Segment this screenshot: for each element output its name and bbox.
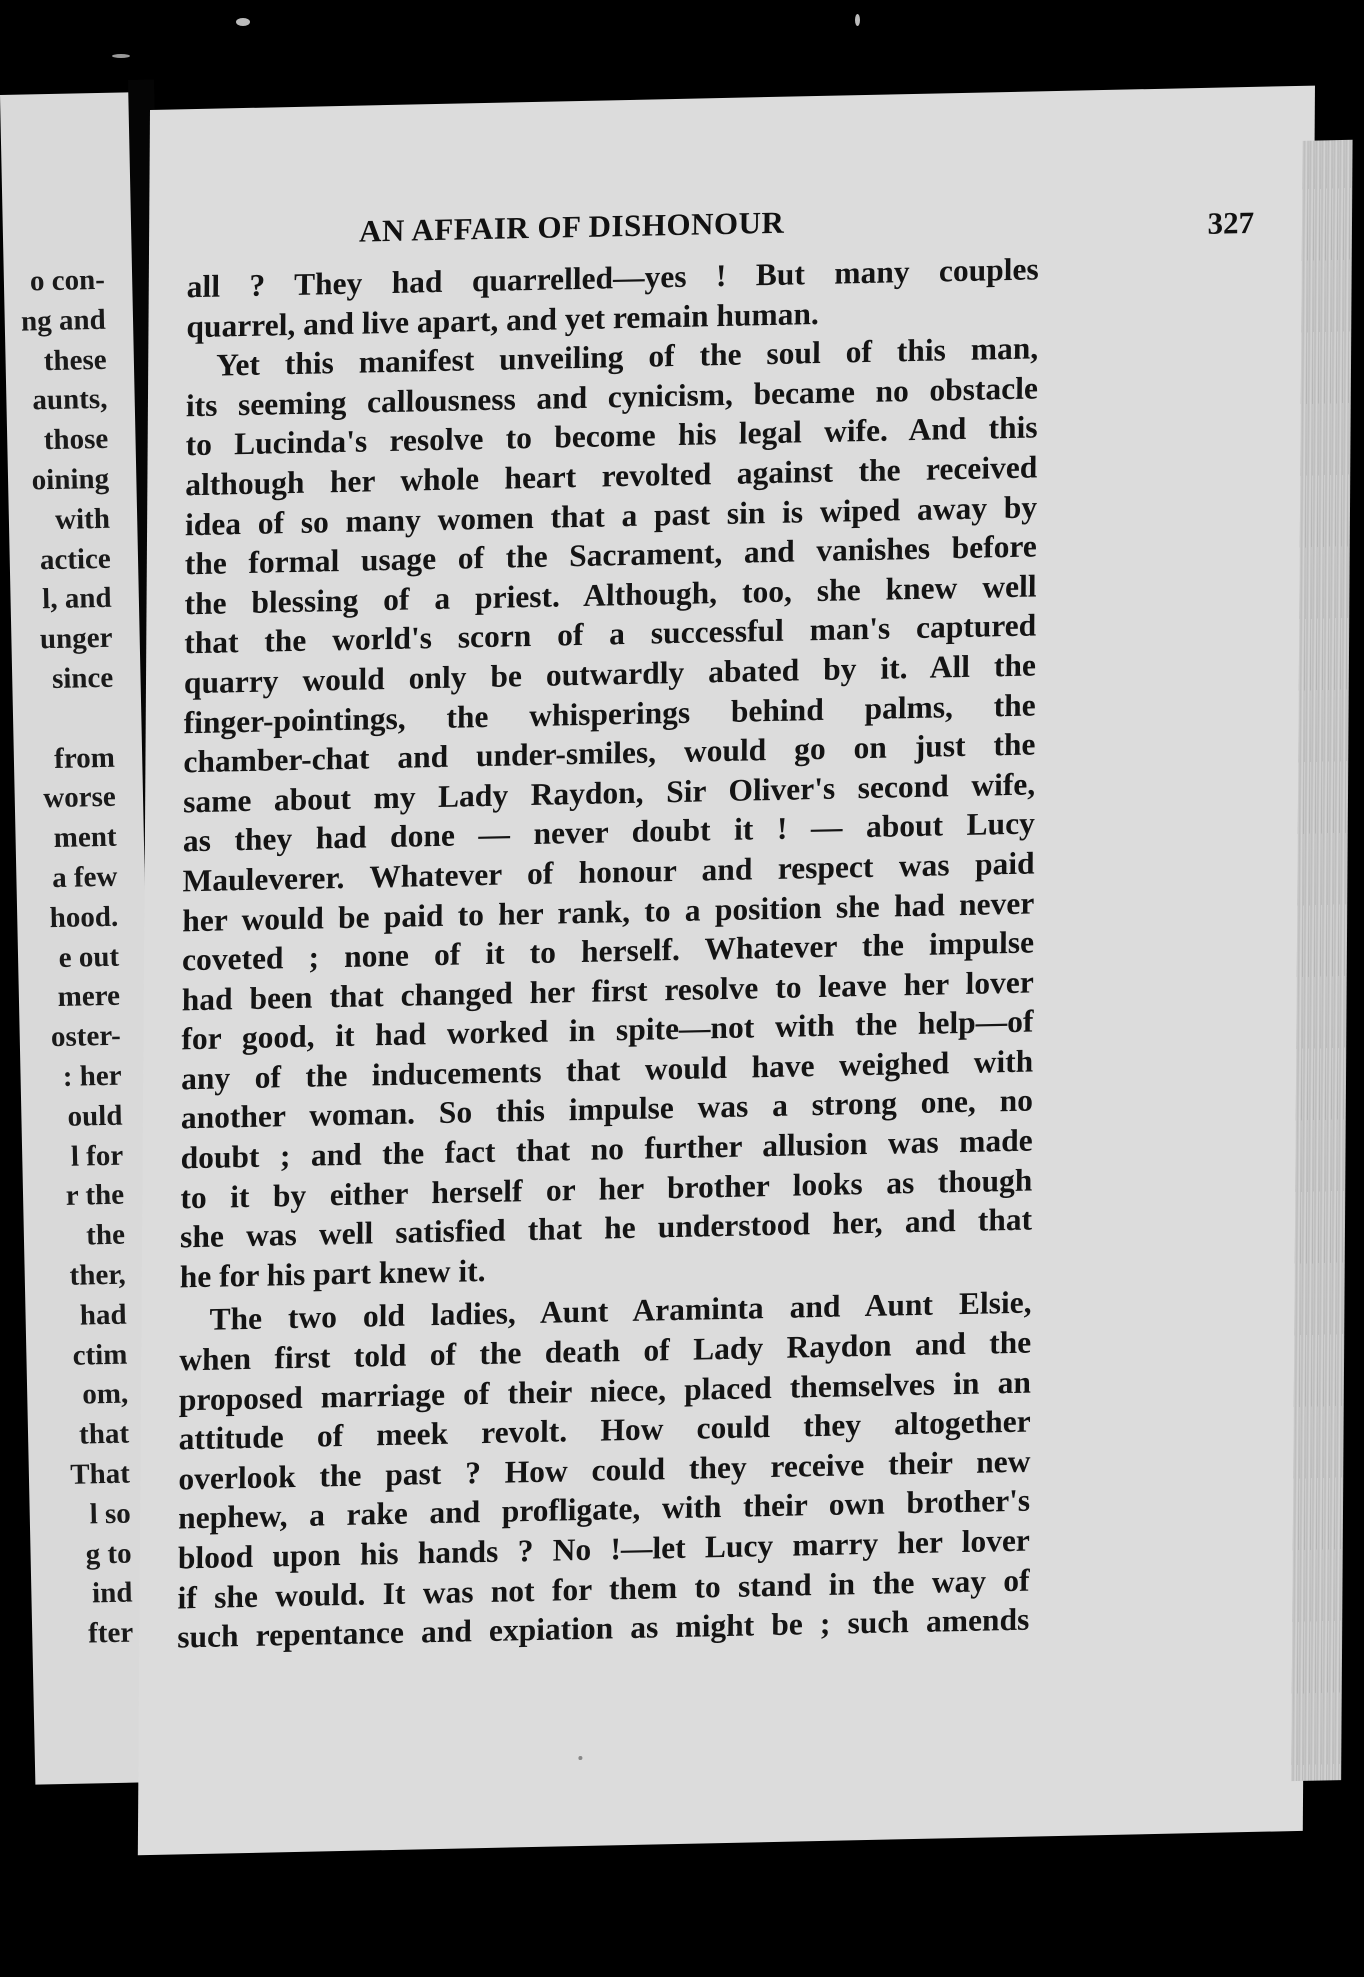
text-line: Mauleverer. Whatever of honour and respect was paid: [182, 845, 1035, 899]
facing-line: oining: [31, 462, 110, 497]
text-line: attitude of meek revolt. How could they altogether: [178, 1403, 1031, 1457]
facing-line: ind: [91, 1576, 133, 1610]
text-line: finger-pointings, the whisperings behind palms, the: [183, 686, 1036, 740]
text-line: all ? They had quarrelled—yes ! But many couples: [186, 251, 1039, 305]
scan-speck: [112, 54, 130, 58]
text-line: had been that changed her first resolve to leave her lover: [181, 964, 1034, 1018]
facing-line: g to: [85, 1537, 132, 1571]
text-line: its seeming callousness and cynicism, became no obstacle: [185, 370, 1039, 424]
facing-line: oster-: [50, 1019, 122, 1054]
text-line: blood upon his hands ? No !—let Lucy marry her lover: [177, 1522, 1030, 1576]
facing-line: unger: [39, 621, 113, 656]
facing-line: since: [51, 661, 114, 696]
text-line: although her whole heart revolted against the received: [185, 449, 1038, 503]
facing-line: : her: [62, 1059, 122, 1093]
facing-line: with: [54, 502, 111, 536]
facing-line: l, and: [41, 582, 112, 616]
facing-line: r the: [65, 1178, 125, 1213]
page-number: 327: [1207, 204, 1255, 241]
text-line: if she would. It was not for them to stand in the way of: [177, 1562, 1030, 1616]
text-line: when first told of the death of Lady Raydon and the: [179, 1324, 1032, 1378]
facing-line: ng and: [20, 303, 107, 338]
text-line: chamber-chat and under-smiles, would go on just the: [183, 726, 1036, 780]
facing-line: aunts,: [32, 383, 108, 417]
text-line: same about my Lady Raydon, Sir Oliver's second wife,: [183, 766, 1036, 820]
text-line: she was well satisfied that he understood her, and that: [180, 1201, 1033, 1255]
scan-speck: [236, 18, 250, 26]
facing-line: actice: [39, 542, 112, 576]
text-line: proposed marriage of their niece, placed themselves in an: [178, 1364, 1032, 1418]
facing-line: l for: [70, 1139, 124, 1173]
text-line: doubt ; and the fact that no further allusion was made: [180, 1122, 1033, 1176]
facing-line: [29, 699, 114, 741]
page-327: [138, 86, 1315, 1856]
text-line: to it by either herself or her brother looks as though: [180, 1162, 1033, 1216]
scan-speck: [855, 14, 860, 26]
facing-line: fter: [87, 1616, 134, 1650]
facing-line: these: [43, 343, 107, 377]
facing-line: om,: [81, 1377, 129, 1411]
facing-line: e out: [58, 940, 120, 974]
facing-line: worse: [42, 781, 117, 815]
facing-page-text: [20, 261, 134, 1655]
text-line: quarry would only be outwardly abated by it. All the: [183, 647, 1037, 701]
text-line: idea of so many women that a past sin is wiped away by: [184, 488, 1038, 542]
facing-line: ould: [67, 1099, 123, 1133]
text-line: another woman. So this impulse was a strong one, no: [180, 1082, 1034, 1136]
paper-speck: [578, 1756, 582, 1760]
text-line: any of the inducements that would have weighed with: [181, 1043, 1034, 1097]
running-title: AN AFFAIR OF DISHONOUR: [358, 204, 785, 249]
facing-line: the: [85, 1218, 126, 1252]
facing-line: o con-: [29, 263, 106, 298]
facing-line: had: [79, 1298, 127, 1332]
text-line: such repentance and expiation as might be ; such amends: [177, 1601, 1030, 1655]
text-line: to Lucinda's resolve to become his legal wife. And this: [185, 409, 1038, 463]
text-line: he for his part knew it.: [179, 1252, 486, 1295]
facing-line: ment: [53, 820, 117, 855]
text-line: the blessing of a priest. Although, too, she knew well: [184, 568, 1037, 622]
text-line: Yet this manifest unveiling of the soul of this man,: [216, 330, 1039, 383]
text-line: her would be paid to her rank, to a position she had never: [182, 884, 1035, 938]
page-edge-stack: [1291, 140, 1352, 1781]
facing-line: a few: [51, 860, 118, 895]
facing-line: those: [43, 422, 109, 457]
text-line: quarrel, and live apart, and yet remain human.: [186, 295, 819, 344]
facing-line: ther,: [69, 1258, 127, 1292]
text-line: nephew, a rake and profligate, with their own brother's: [178, 1482, 1031, 1536]
text-line: coveted ; none of it to herself. Whatever the impulse: [181, 924, 1035, 978]
facing-line: l so: [89, 1497, 132, 1531]
text-line: for good, it had worked in spite—not with the help—of: [181, 1003, 1034, 1057]
facing-line: That: [69, 1457, 131, 1491]
text-line: overlook the past ? How could they receive their new: [178, 1443, 1031, 1497]
facing-line: that: [78, 1417, 130, 1451]
facing-line: from: [53, 741, 116, 775]
text-line: as they had done — never doubt it ! — about Lucy: [182, 805, 1035, 859]
text-line: The two old ladies, Aunt Araminta and Aunt Elsie,: [209, 1284, 1032, 1338]
body-text: [177, 249, 1039, 1657]
facing-line: mere: [57, 980, 121, 1014]
text-line: the formal usage of the Sacrament, and vanishes before: [184, 528, 1037, 582]
facing-line: ctim: [72, 1338, 128, 1372]
text-line: that the world's scorn of a successful man's captured: [184, 607, 1037, 661]
facing-line: hood.: [49, 900, 119, 934]
